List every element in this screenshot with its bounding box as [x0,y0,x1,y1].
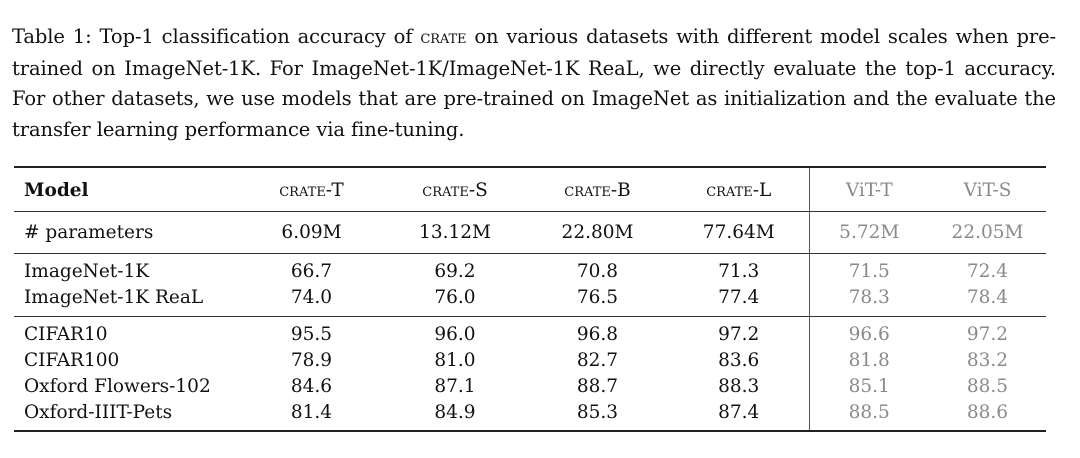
header-row [14,167,1046,212]
table-row [14,285,1046,317]
cell-vit-s: 88.5 [966,376,1009,397]
cell-vit-t: 96.6 [809,317,929,349]
cell-crate-b: 88.7 [576,376,619,397]
cell-crate-t: 81.4 [239,400,384,431]
cell-crate-t: 78.9 [290,350,333,371]
cell-crate-b: 96.8 [576,324,619,345]
cell-crate-l: 87.4 [669,400,809,431]
caption-text-start: Top-1 classification accuracy of [99,25,413,48]
params-label: # parameters [14,212,239,254]
cell-crate-l: 71.3 [718,261,760,282]
cell-crate-l: 83.6 [718,350,760,371]
caption-crate-word: crate [420,27,467,48]
caption-text-end: on various datasets with different model scales when pre-trained on ImageNet-1K. For ImageNet-1K/ImageNet-1K ReaL, we directly evaluate the top-1 accuracy. For other datasets, we use models that are pre-trained on ImageNet as initialization and the evaluate the transfer learning performance via fine-tuning. [12,25,1057,141]
header-crate-l: crate-L [669,167,809,212]
cell-crate-t: 74.0 [239,285,384,317]
header-vit-t: ViT-T [809,167,929,212]
cell-vit-t: 85.1 [809,374,929,400]
cell-vit-s: 97.2 [966,324,1009,345]
row-name: Oxford-IIIT-Pets [14,400,239,431]
cell-vit-s: 88.6 [929,400,1046,431]
row-name: Oxford Flowers-102 [24,376,211,397]
cell-crate-l: 77.4 [669,285,809,317]
header-vit-s: ViT-S [929,167,1046,212]
caption-label: Table 1: [12,25,92,48]
table-row [14,374,1046,400]
results-table [14,166,1046,432]
params-vit-t: 5.72M [809,212,929,254]
cell-vit-s: 78.4 [929,285,1046,317]
cell-crate-l: 97.2 [718,324,760,345]
cell-vit-t: 71.5 [809,254,929,286]
header-crate-b: crate-B [526,167,669,212]
cell-crate-s: 84.9 [384,400,526,431]
table-caption [12,22,1056,145]
row-name: CIFAR100 [24,350,120,371]
cell-crate-b: 85.3 [526,400,669,431]
header-crate-s: crate-S [384,167,526,212]
params-vit-s: 22.05M [929,212,1046,254]
cell-crate-b: 70.8 [576,261,619,282]
cell-crate-t: 95.5 [290,324,333,345]
header-model: Model [14,167,239,212]
cell-crate-b: 82.7 [576,350,619,371]
params-crate-l: 77.64M [669,212,809,254]
cell-vit-t: 81.8 [809,348,929,374]
table-row [14,254,1046,286]
row-name: ImageNet-1K ReaL [14,285,239,317]
cell-vit-t: 88.5 [809,400,929,431]
cell-crate-s: 69.2 [434,261,476,282]
cell-crate-l: 88.3 [718,376,760,397]
cell-crate-s: 87.1 [434,376,476,397]
cell-crate-b: 76.5 [526,285,669,317]
table-row [14,317,1046,349]
params-crate-b: 22.80M [526,212,669,254]
cell-crate-s: 81.0 [434,350,476,371]
table-row [14,348,1046,374]
cell-crate-t: 66.7 [290,261,333,282]
row-name: ImageNet-1K [24,261,150,282]
params-row [14,212,1046,254]
cell-vit-t: 78.3 [809,285,929,317]
params-crate-s: 13.12M [384,212,526,254]
table-row [14,400,1046,431]
cell-vit-s: 83.2 [966,350,1009,371]
results-table-container [14,166,1046,432]
cell-crate-s: 96.0 [434,324,476,345]
params-crate-t: 6.09M [239,212,384,254]
cell-crate-s: 76.0 [384,285,526,317]
cell-crate-t: 84.6 [290,376,333,397]
row-name: CIFAR10 [24,324,108,345]
header-crate-t: crate-T [239,167,384,212]
cell-vit-s: 72.4 [966,261,1009,282]
